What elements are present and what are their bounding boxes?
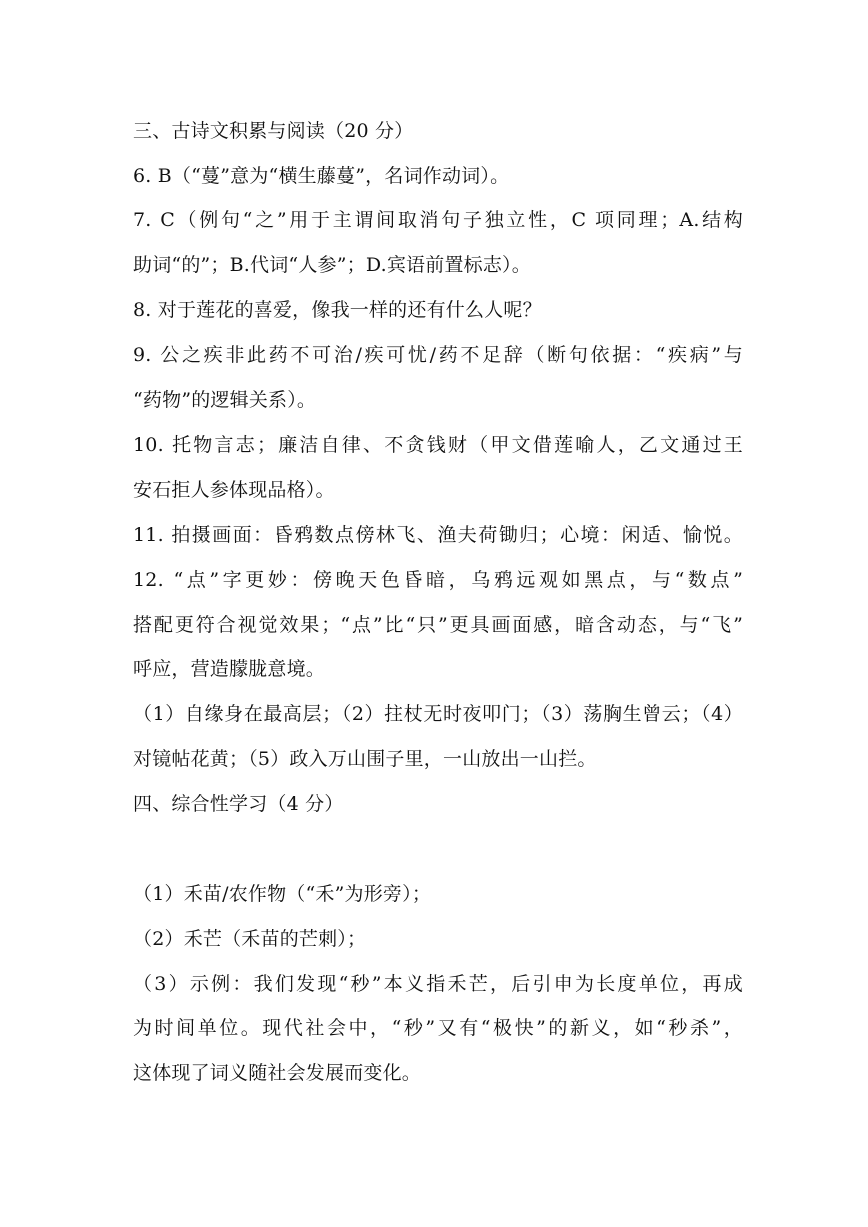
- poetry-recitation-line-2: 对镜帖花黄；（5）政入万山围子里，一山放出一山拦。: [133, 748, 597, 770]
- answer-9-line-2: “药物”的逻辑关系）。: [133, 389, 317, 411]
- section-heading-classical-poetry: 三、古诗文积累与阅读（20 分）: [133, 120, 414, 142]
- study-answer-2: （2）禾芒（禾苗的芒刺）；: [133, 928, 367, 950]
- answer-10-line-1: 10. 托物言志；廉洁自律、不贪钱财（甲文借莲喻人，乙文通过王: [133, 434, 743, 456]
- study-answer-3-line-1: （3）示例：我们发现“秒”本义指禾芒，后引申为长度单位，再成: [133, 973, 743, 995]
- study-answer-1: （1）禾苗/农作物（“禾”为形旁）；: [133, 883, 432, 905]
- answer-7-line-1: 7. C（例句“之”用于主谓间取消句子独立性，C 项同理；A.结构: [133, 209, 743, 231]
- answer-10-line-2: 安石拒人参体现品格）。: [133, 479, 335, 501]
- study-answer-3-line-3: 这体现了词义随社会发展而变化。: [133, 1062, 422, 1084]
- answer-11: 11. 拍摄画面：昏鸦数点傍林飞、渔夫荷锄归；心境：闲适、愉悦。: [133, 524, 743, 546]
- answer-8: 8. 对于莲花的喜爱，像我一样的还有什么人呢？: [133, 299, 542, 321]
- answer-12-line-1: 12. “点”字更妙：傍晚天色昏暗，乌鸦远观如黑点，与“数点”: [133, 569, 743, 591]
- answer-9-line-1: 9. 公之疾非此药不可治/疾可忧/药不足辞（断句依据：“疾病”与: [133, 344, 743, 366]
- answer-12-line-2: 搭配更符合视觉效果；“点”比“只”更具画面感，暗含动态，与“飞”: [133, 614, 743, 636]
- study-answer-3-line-2: 为时间单位。现代社会中，“秒”又有“极快”的新义，如“秒杀”，: [133, 1017, 743, 1039]
- answer-6: 6. B（“蔓”意为“横生藤蔓”，名词作动词）。: [133, 165, 510, 187]
- poetry-recitation-line-1: （1）自缘身在最高层；（2）拄杖无时夜叩门；（3）荡胸生曾云；（4）: [133, 703, 743, 725]
- answer-12-line-3: 呼应，营造朦胧意境。: [133, 658, 326, 680]
- section-heading-comprehensive-study: 四、综合性学习（4 分）: [133, 793, 344, 815]
- answer-7-line-2: 助词“的”；B.代词“人参”；D.宾语前置标志）。: [133, 254, 531, 276]
